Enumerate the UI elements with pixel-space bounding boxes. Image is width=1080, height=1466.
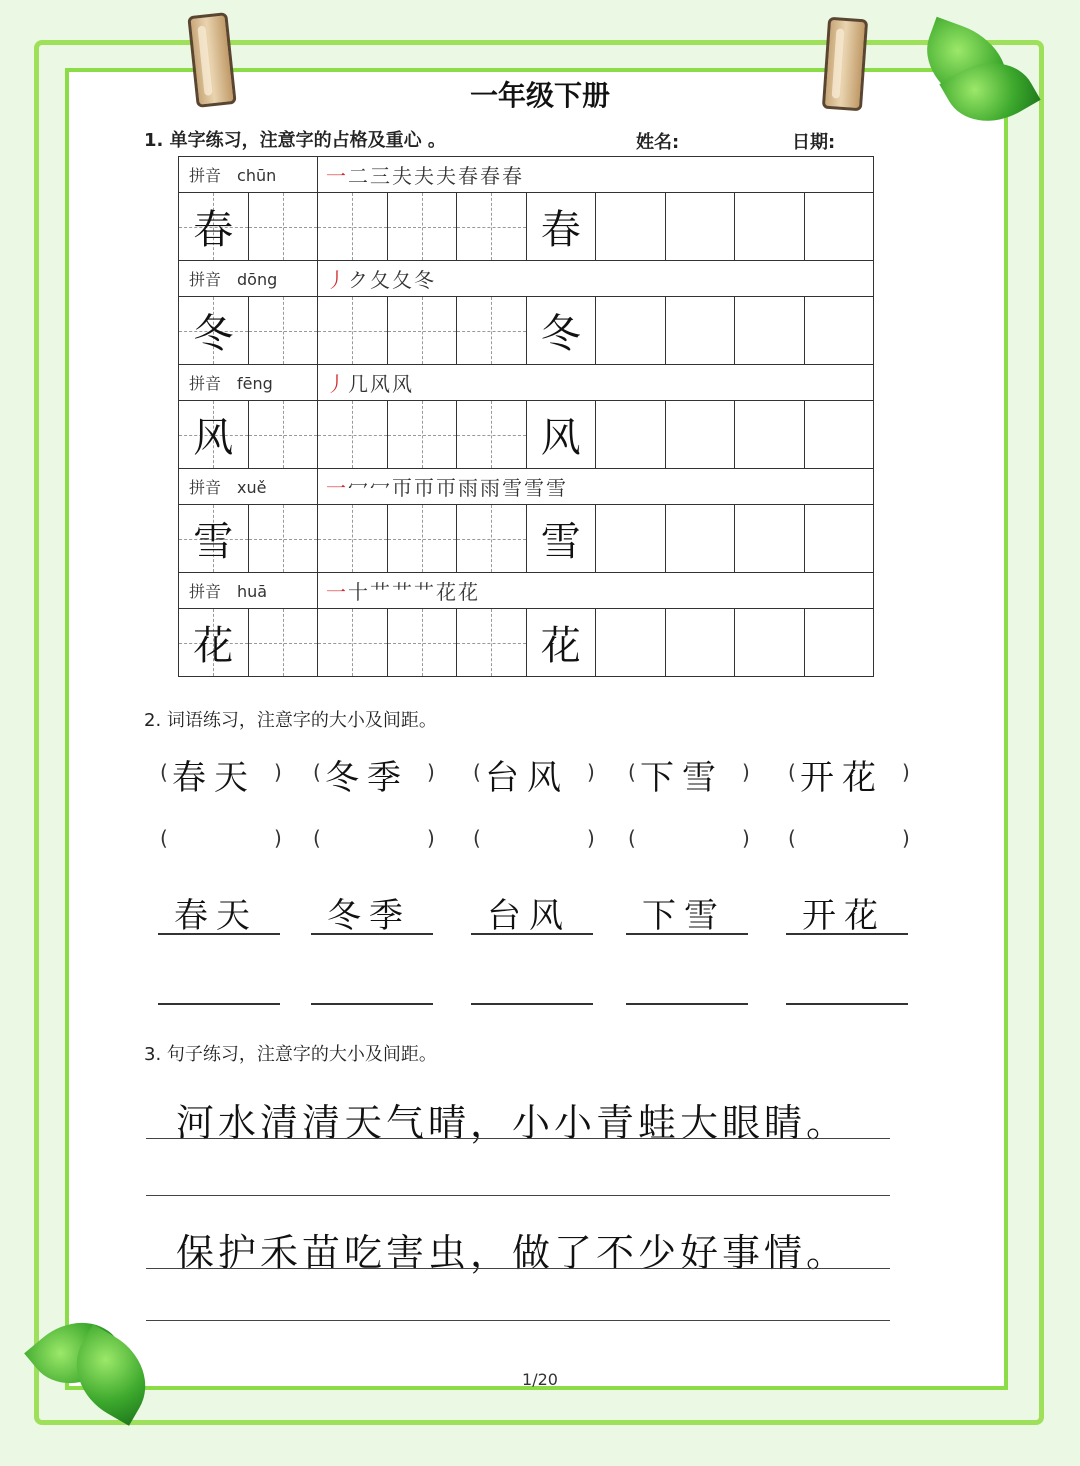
stroke-step: 花 [458,580,480,604]
writing-box[interactable] [596,401,666,469]
model-character: 风 [193,415,234,461]
pinyin-text: huā [237,582,268,601]
paren-open: ( [788,826,796,850]
word-model: 台风 [487,896,571,936]
word-writing-line[interactable] [158,1003,280,1005]
writing-box[interactable] [735,297,805,365]
writing-box[interactable] [596,505,666,573]
writing-box[interactable] [179,193,249,261]
writing-box[interactable] [248,297,318,365]
pinyin-text: fēng [237,374,273,393]
stroke-step: 花 [436,580,458,604]
model-character: 冬 [193,311,234,357]
paren-open: ( [313,760,321,784]
stroke-order [318,157,874,193]
sentence-1: 河水清清天气晴，小小青蛙大眼睛。 [176,1101,849,1145]
stroke-step: 雪 [524,476,546,500]
stroke-order [318,469,874,505]
word-model: 下雪 [640,758,724,798]
writing-box[interactable] [457,609,527,677]
section1-label: 1. 单字练习，注意字的占格及重心 。 [144,130,446,151]
word-model: 开花 [800,758,884,798]
word-underline [786,933,908,935]
model-character: 冬 [540,311,581,357]
stroke-step: 夫 [414,164,436,188]
writing-box[interactable] [387,193,457,261]
word-model: 春天 [172,758,256,798]
stroke-step: 帀 [436,476,458,500]
word-model: 台风 [485,758,569,798]
writing-box[interactable] [735,505,805,573]
writing-box[interactable] [596,297,666,365]
paren-open: ( [160,826,168,850]
writing-box[interactable] [457,193,527,261]
stroke-step: 风 [370,372,392,396]
stroke-step: 风 [392,372,414,396]
writing-box[interactable] [387,297,457,365]
writing-line[interactable] [146,1195,890,1196]
writing-line[interactable] [146,1320,890,1321]
pinyin-cell [179,469,318,505]
word-model: 春天 [174,896,258,936]
writing-box[interactable] [457,297,527,365]
writing-box[interactable] [179,297,249,365]
writing-box[interactable] [318,609,388,677]
pinyin-prefix: 拼音 [189,582,222,601]
writing-box[interactable] [665,505,735,573]
writing-box[interactable] [804,297,874,365]
writing-box[interactable] [526,609,596,677]
writing-box[interactable] [318,505,388,573]
writing-box[interactable] [735,401,805,469]
writing-box[interactable] [318,297,388,365]
pinyin-cell [179,573,318,609]
writing-box[interactable] [387,505,457,573]
pinyin-text: chūn [237,166,277,185]
paren-close[interactable]: ) [274,826,282,850]
model-character: 花 [193,623,234,669]
model-character: 雪 [193,519,234,565]
date-label: 日期: [792,132,836,153]
stroke-step: 雪 [546,476,568,500]
stroke-step: 夫 [436,164,458,188]
word-writing-line[interactable] [786,1003,908,1005]
writing-box[interactable] [248,609,318,677]
writing-box[interactable] [526,401,596,469]
word-writing-line[interactable] [471,1003,593,1005]
stroke-step: 春 [502,164,524,188]
stroke-step: 丿 [326,372,348,396]
paren-close: ) [902,760,910,784]
writing-box[interactable] [248,505,318,573]
page-title: 一年级下册 [469,79,610,112]
stroke-step: 夫 [392,164,414,188]
writing-box[interactable] [804,193,874,261]
writing-box[interactable] [665,193,735,261]
model-character: 花 [540,623,581,669]
stroke-step: 春 [458,164,480,188]
writing-box[interactable] [526,297,596,365]
writing-box[interactable] [735,193,805,261]
writing-box[interactable] [596,609,666,677]
writing-box[interactable] [457,505,527,573]
word-model: 下雪 [642,896,726,936]
writing-box[interactable] [248,401,318,469]
writing-box[interactable] [804,609,874,677]
word-model: 冬季 [327,896,411,936]
model-character: 雪 [540,519,581,565]
section2-label: 2. 词语练习，注意字的大小及间距。 [144,710,437,731]
pinyin-cell [179,157,318,193]
writing-box[interactable] [526,505,596,573]
writing-box[interactable] [596,193,666,261]
stroke-step: 帀 [414,476,436,500]
model-character: 风 [540,415,581,461]
word-underline [158,933,280,935]
stroke-step: 夂 [392,268,414,292]
paren-close[interactable]: ) [427,826,435,850]
paren-close: ) [587,760,595,784]
stroke-step: 二 [348,164,370,188]
writing-box[interactable] [804,401,874,469]
pinyin-cell [179,365,318,401]
stroke-step: 艹 [392,580,414,604]
stroke-step: 雨 [458,476,480,500]
pinyin-text: xuě [237,478,267,497]
writing-line[interactable] [146,1138,890,1139]
paren-open: ( [628,826,636,850]
stroke-step: 雪 [502,476,524,500]
pinyin-prefix: 拼音 [189,478,222,497]
stroke-step: 一 [326,580,348,604]
paren-close: ) [427,760,435,784]
writing-box[interactable] [318,401,388,469]
paren-close[interactable]: ) [902,826,910,850]
stroke-order [318,573,874,609]
character-grid [178,156,874,677]
paren-close[interactable]: ) [587,826,595,850]
paren-open: ( [160,760,168,784]
writing-box[interactable] [318,193,388,261]
word-underline [471,933,593,935]
word-writing-line[interactable] [311,1003,433,1005]
writing-box[interactable] [457,401,527,469]
word-underline [311,933,433,935]
stroke-step: 十 [348,580,370,604]
stroke-order [318,261,874,297]
stroke-step: 冖 [348,476,370,500]
writing-box[interactable] [387,401,457,469]
paren-close[interactable]: ) [742,826,750,850]
pinyin-prefix: 拼音 [189,166,222,185]
stroke-step: 艹 [370,580,392,604]
paren-close: ) [274,760,282,784]
paren-open: ( [788,760,796,784]
stroke-step: 雨 [480,476,502,500]
word-writing-line[interactable] [626,1003,748,1005]
stroke-order [318,365,874,401]
stroke-step: 春 [480,164,502,188]
stroke-step: 一 [326,476,348,500]
stroke-step: ク [348,268,370,292]
writing-line[interactable] [146,1268,890,1269]
writing-box[interactable] [179,505,249,573]
word-model: 冬季 [325,758,409,798]
stroke-step: 帀 [392,476,414,500]
paren-open: ( [473,826,481,850]
pinyin-prefix: 拼音 [189,270,222,289]
stroke-step: 一 [326,164,348,188]
paren-open: ( [628,760,636,784]
paren-close: ) [742,760,750,784]
pinyin-cell [179,261,318,297]
writing-box[interactable] [735,609,805,677]
word-underline [626,933,748,935]
paren-open: ( [313,826,321,850]
word-model: 开花 [802,896,886,936]
stroke-step: 夂 [370,268,392,292]
pinyin-prefix: 拼音 [189,374,222,393]
writing-box[interactable] [665,609,735,677]
writing-box[interactable] [804,505,874,573]
name-label: 姓名: [636,132,680,153]
model-character: 春 [193,207,234,253]
stroke-step: 艹 [414,580,436,604]
writing-box[interactable] [179,609,249,677]
stroke-step: 三 [370,164,392,188]
paren-open: ( [473,760,481,784]
writing-box[interactable] [248,193,318,261]
stroke-step: 几 [348,372,370,396]
model-character: 春 [540,207,581,253]
sentence-2: 保护禾苗吃害虫，做了不少好事情。 [176,1231,849,1275]
stroke-step: 冬 [414,268,436,292]
writing-box[interactable] [526,193,596,261]
writing-box[interactable] [665,401,735,469]
writing-box[interactable] [179,401,249,469]
section3-label: 3. 句子练习，注意字的大小及间距。 [144,1044,437,1065]
stroke-step: 冖 [370,476,392,500]
writing-box[interactable] [387,609,457,677]
pinyin-text: dōng [237,270,278,289]
writing-box[interactable] [665,297,735,365]
stroke-step: 丿 [326,268,348,292]
page-number: 1/20 [522,1370,558,1389]
